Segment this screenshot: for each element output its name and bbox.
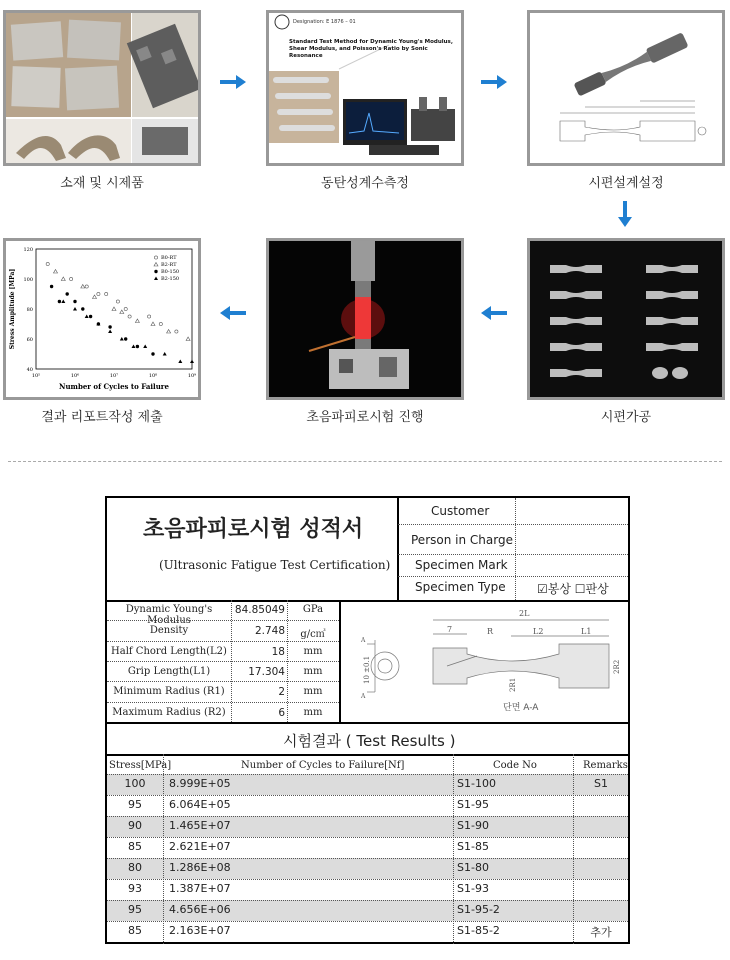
result-code: S1-85-2 <box>457 924 500 937</box>
result-row <box>107 900 628 921</box>
col-line <box>573 754 574 944</box>
step-modulus <box>266 10 464 191</box>
dim-2l: 2L <box>519 609 530 618</box>
data-point <box>81 307 84 310</box>
property-name: Density <box>149 625 189 637</box>
result-row <box>107 816 628 837</box>
result-cycles: 1.465E+07 <box>169 819 231 832</box>
result-cycles: 1.286E+08 <box>169 861 231 874</box>
result-code: S1-100 <box>457 777 496 790</box>
fatigue-test-graphic <box>269 241 461 397</box>
step-label: 초음파피로시험 진행 <box>306 410 424 425</box>
y-tick-label: 100 <box>23 277 33 283</box>
dim-10: 10 ±0.1 <box>363 655 371 684</box>
col-line <box>453 754 454 944</box>
property-value: 18 <box>271 645 285 658</box>
step-label: 결과 리포트작성 제출 <box>41 410 163 425</box>
specimen-mark-label: Specimen Mark <box>415 558 508 572</box>
legend-label: B2-RT <box>161 262 177 268</box>
section-a-top: A <box>361 637 366 644</box>
property-row <box>107 620 339 640</box>
section-border <box>107 754 628 756</box>
step-label: 시편설계설정 <box>588 176 664 191</box>
property-unit: GPa <box>302 604 324 615</box>
section-a-bottom: A <box>361 693 366 700</box>
machined-specimens-graphic <box>530 241 722 397</box>
info-line <box>398 576 628 577</box>
property-unit: g/c㎥ <box>300 629 326 641</box>
data-point <box>97 292 100 295</box>
arrow-right-icon <box>481 75 507 89</box>
legend-label: B0-150 <box>161 269 180 275</box>
modulus-photo-graphic <box>269 13 461 163</box>
arrow-left-icon <box>220 306 246 320</box>
legend-marker <box>154 256 157 259</box>
result-code: S1-85 <box>457 840 489 853</box>
data-point <box>108 325 111 328</box>
x-tick-label: 10⁷ <box>109 373 119 379</box>
property-unit: mm <box>303 645 323 657</box>
x-axis-label: Number of Cycles to Failure <box>59 382 169 391</box>
step-label: 동탄성계수측정 <box>321 176 409 191</box>
property-value: 6 <box>278 706 285 719</box>
specimen-design-graphic <box>530 13 722 163</box>
result-row <box>107 837 628 858</box>
result-stress: 95 <box>128 903 142 916</box>
arrow-left-icon <box>481 306 507 320</box>
specimen-design-drawing <box>527 10 725 166</box>
info-line <box>398 554 628 555</box>
property-value: 17.304 <box>248 665 285 678</box>
legend-label: B2-150 <box>161 276 180 282</box>
result-cycles: 4.656E+06 <box>169 903 231 916</box>
specimen-type-label: Specimen Type <box>415 580 506 594</box>
step-machining <box>527 238 725 425</box>
data-point <box>148 315 151 318</box>
result-stress: 95 <box>128 798 142 811</box>
result-code: S1-95-2 <box>457 903 500 916</box>
info-col-divider <box>515 498 516 600</box>
arrow-down-icon <box>618 201 632 227</box>
step-label: 소재 및 시제품 <box>60 176 144 191</box>
step-material <box>3 10 201 191</box>
data-point <box>66 292 69 295</box>
certificate-subtitle: (Ultrasonic Fatigue Test Certification) <box>159 558 391 572</box>
data-point <box>89 315 92 318</box>
y-tick-label: 40 <box>26 367 33 373</box>
property-unit: mm <box>303 706 323 718</box>
result-stress: 85 <box>128 840 142 853</box>
result-cycles: 8.999E+05 <box>169 777 231 790</box>
data-point <box>128 315 131 318</box>
x-tick-label: 10⁸ <box>148 373 158 379</box>
fatigue-test-photo <box>266 238 464 400</box>
info-line <box>398 524 628 525</box>
property-name: Grip Length(L1) <box>127 665 211 677</box>
astm-title: Standard Test Method for Dynamic Young's Modulus, Shear Modulus, and Poisson's Ratio by Sonic Resonance <box>289 39 453 59</box>
data-point <box>124 307 127 310</box>
result-cycles: 2.163E+07 <box>169 924 231 937</box>
dim-2r2: 2R2 <box>613 659 621 674</box>
data-point <box>159 322 162 325</box>
property-name: Half Chord Length(L2) <box>111 645 227 657</box>
result-row <box>107 879 628 900</box>
data-point <box>124 337 127 340</box>
x-tick-label: 10⁹ <box>187 373 197 379</box>
data-point <box>73 300 76 303</box>
dim-l1: L1 <box>581 627 592 636</box>
section-divider <box>8 461 722 462</box>
dim-l2: L2 <box>533 627 544 636</box>
result-remark: 추가 <box>590 926 612 939</box>
material-photo <box>3 10 201 166</box>
y-tick-label: 120 <box>23 247 33 253</box>
data-point <box>136 345 139 348</box>
result-code: S1-90 <box>457 819 489 832</box>
result-cycles: 1.387E+07 <box>169 882 231 895</box>
result-code: S1-80 <box>457 861 489 874</box>
property-row <box>107 600 339 626</box>
property-unit: mm <box>303 665 323 677</box>
dim-r: R <box>487 627 494 636</box>
y-tick-label: 80 <box>26 307 33 313</box>
person-in-charge-label: Person in Charge <box>411 533 513 547</box>
result-row <box>107 858 628 879</box>
legend-label: B0-RT <box>161 255 177 261</box>
data-point <box>116 300 119 303</box>
property-row <box>107 681 339 701</box>
data-point <box>105 292 108 295</box>
results-header-remarks: Remarks <box>583 760 628 771</box>
data-point <box>85 285 88 288</box>
result-row <box>107 795 628 816</box>
result-stress: 90 <box>128 819 142 832</box>
x-tick-label: 10⁶ <box>70 373 80 379</box>
modulus-photo <box>266 10 464 166</box>
certificate-title: 초음파피로시험 성적서 <box>143 516 364 542</box>
property-divider <box>339 600 341 722</box>
property-row <box>107 702 339 722</box>
result-cycles: 6.064E+05 <box>169 798 231 811</box>
result-stress: 100 <box>124 777 146 790</box>
dim-2r1: 2R1 <box>509 677 517 692</box>
result-stress: 85 <box>128 924 142 937</box>
test-certificate <box>105 496 630 944</box>
result-stress: 93 <box>128 882 142 895</box>
results-title: 시험결과 ( Test Results ) <box>283 732 456 750</box>
result-remark: S1 <box>594 777 608 790</box>
legend-marker <box>154 270 157 273</box>
machined-specimens-photo <box>527 238 725 400</box>
property-row <box>107 661 339 681</box>
result-row <box>107 921 628 942</box>
data-point <box>70 277 73 280</box>
result-stress: 80 <box>128 861 142 874</box>
step-design <box>527 10 725 191</box>
y-axis-label: Stress Amplitude [MPa] <box>9 268 16 350</box>
property-name: Dynamic Young's Modulus <box>125 604 213 626</box>
dim-7: 7 <box>447 625 453 634</box>
result-code: S1-95 <box>457 798 489 811</box>
property-value: 84.85049 <box>234 604 285 616</box>
results-header-stress: Stress[MPa] <box>109 760 172 771</box>
results-header-code: Code No <box>493 760 537 771</box>
data-point <box>175 330 178 333</box>
step-label: 시편가공 <box>600 410 652 425</box>
property-value: 2 <box>278 686 285 699</box>
x-tick-label: 10⁵ <box>31 373 41 379</box>
sn-chart-frame <box>3 238 201 400</box>
property-unit: mm <box>303 686 323 698</box>
specimen-type-checkbox: ☑봉상 ☐판상 <box>537 582 609 596</box>
header-divider <box>397 498 399 600</box>
property-name: Maximum Radius (R2) <box>112 706 226 718</box>
y-tick-label: 60 <box>26 337 33 343</box>
results-header-cycles: Number of Cycles to Failure[Nf] <box>241 760 405 771</box>
result-cycles: 2.621E+07 <box>169 840 231 853</box>
data-point <box>58 300 61 303</box>
step-report <box>3 238 201 425</box>
data-point <box>151 352 154 355</box>
result-code: S1-93 <box>457 882 489 895</box>
sn-curve-chart <box>6 241 198 397</box>
astm-designation: Designation: E 1876 – 01 <box>293 19 356 25</box>
result-row <box>107 774 628 795</box>
customer-label: Customer <box>431 504 490 518</box>
property-value: 2.748 <box>254 625 285 638</box>
property-name: Minimum Radius (R1) <box>113 686 225 698</box>
section-label: 단면 A-A <box>503 703 539 713</box>
col-line <box>163 754 164 944</box>
step-fatigue-test <box>266 238 464 425</box>
data-point <box>46 262 49 265</box>
section-border <box>107 722 628 724</box>
specimen-drawing <box>347 604 627 718</box>
arrow-right-icon <box>220 75 246 89</box>
material-photo-graphic <box>6 13 198 163</box>
property-row <box>107 641 339 661</box>
data-point <box>50 285 53 288</box>
